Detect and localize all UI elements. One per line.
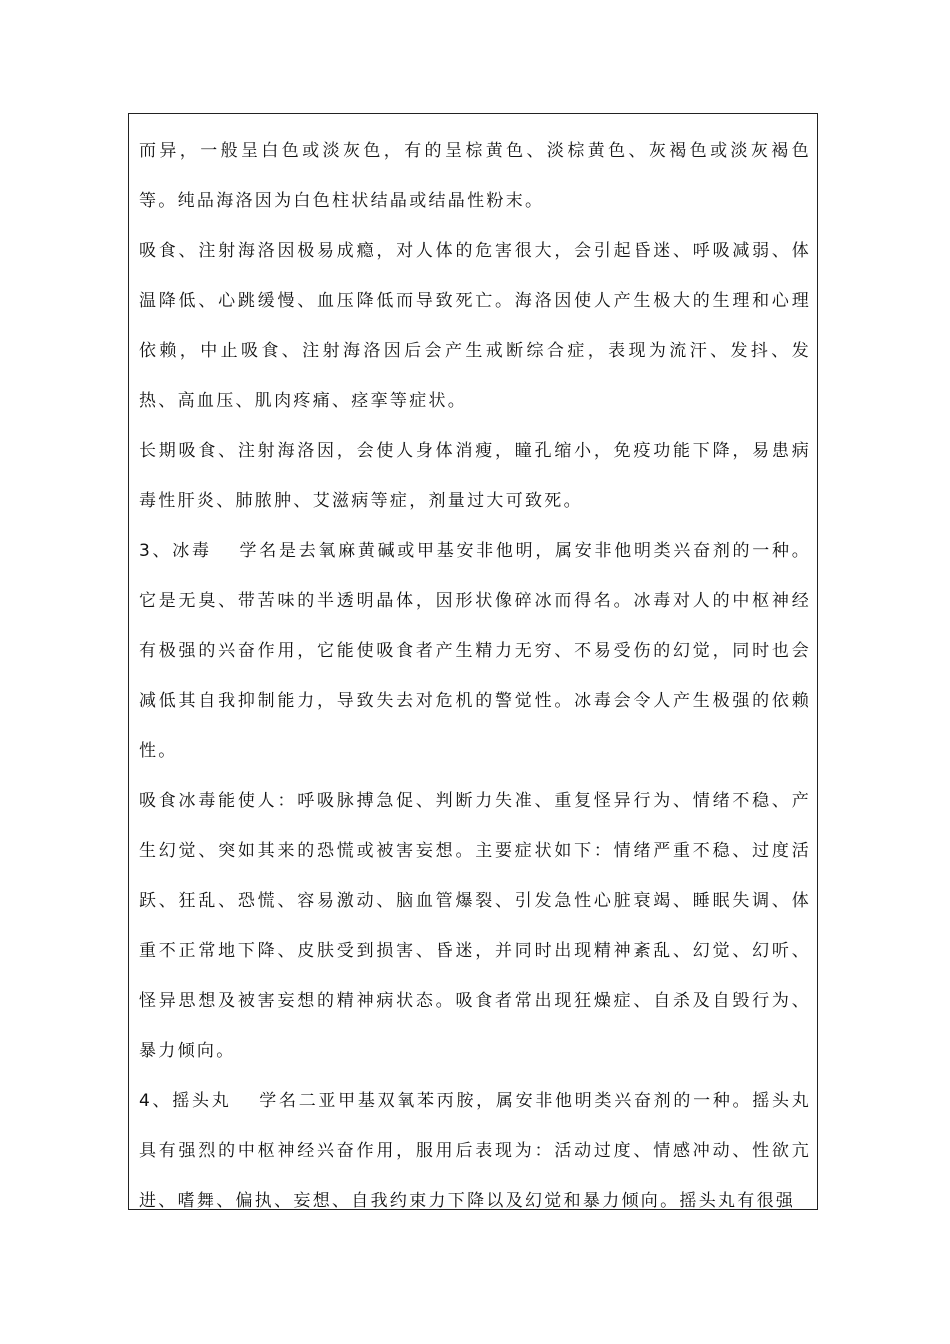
paragraph-heroin-harm: 吸食、注射海洛因极易成瘾，对人体的危害很大，会引起昏迷、呼吸减弱、体温降低、心跳缓慢、血压降低而导致死亡。海洛因使人产生极大的生理和心理依赖，中止吸食、注射海洛因后会产生戒断综合症，表现为流汗、发抖、发热、高血压、肌肉疼痛、痉挛等症状。 [139,241,811,411]
document-body [139,126,811,1210]
paragraph-methamphetamine-effects: 吸食冰毒能使人：呼吸脉搏急促、判断力失准、重复怪异行为、情绪不稳、产生幻觉、突如其来的恐慌或被害妄想。主要症状如下：情绪严重不稳、过度活跃、狂乱、恐慌、容易激动、脑血管爆裂、引发急性心脏衰竭、睡眠失调、体重不正常地下降、皮肤受到损害、昏迷，并同时出现精神紊乱、幻觉、幻听、怪异思想及被害妄想的精神病状态。吸食者常出现狂燥症、自杀及自毁行为、暴力倾向。 [139,791,811,1061]
paragraph-methamphetamine: 3、冰毒 学名是去氧麻黄碱或甲基安非他明，属安非他明类兴奋剂的一种。它是无臭、带苦味的半透明晶体，因形状像碎冰而得名。冰毒对人的中枢神经有极强的兴奋作用，它能使吸食者产生精力无穷、不易受伤的幻觉，同时也会减低其自我抑制能力，导致失去对危机的警觉性。冰毒会令人产生极强的依赖性。 [139,541,811,761]
document-frame [128,113,818,1210]
paragraph-heroin-long-term: 长期吸食、注射海洛因，会使人身体消瘦，瞳孔缩小，免疫功能下降，易患病毒性肝炎、肺脓肿、艾滋病等症，剂量过大可致死。 [139,441,811,511]
paragraph-ecstasy: 4、摇头丸 学名二亚甲基双氧苯丙胺，属安非他明类兴奋剂的一种。摇头丸具有强烈的中枢神经兴奋作用，服用后表现为：活动过度、情感冲动、性欲亢进、嗜舞、偏执、妄想、自我约束力下降以及幻觉和暴力倾向。摇头丸有很强 [139,1091,811,1210]
paragraph-heroin-appearance: 而异，一般呈白色或淡灰色，有的呈棕黄色、淡棕黄色、灰褐色或淡灰褐色等。纯品海洛因为白色柱状结晶或结晶性粉末。 [139,141,811,211]
